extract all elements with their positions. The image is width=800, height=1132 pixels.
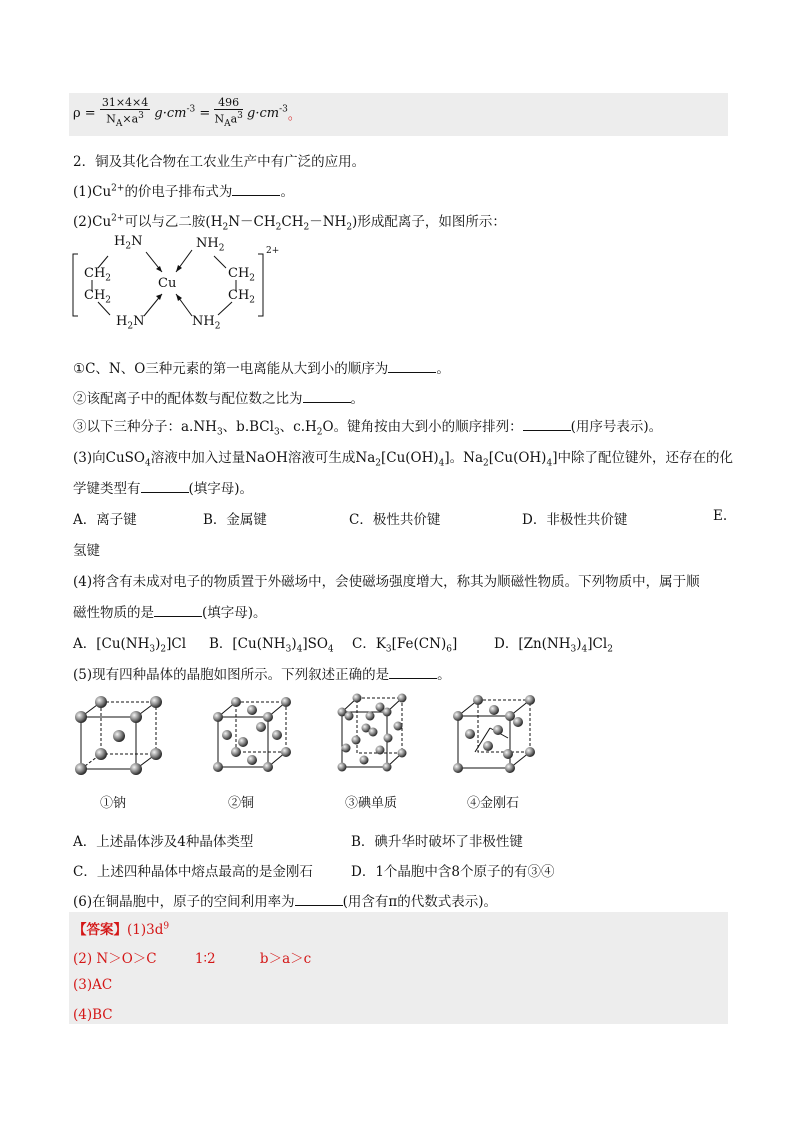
atom [473, 695, 483, 705]
density-formula: ρ = $\frac{31\times 4\times 4}{N_A\times a^3}$ $g\cdot cm^{-3}$ = $\frac{496}{N_Aa^3}$ $g\cdot cm^{-3}$。 [73, 96, 301, 129]
question-2-3-line-2: 学键类型有 (填字母)。 [73, 481, 254, 497]
ch2-label: $CH_2$ [228, 266, 256, 284]
copper-cell [213, 697, 291, 772]
atom [130, 763, 142, 775]
atom [238, 737, 248, 747]
copper-center: Cu [158, 276, 177, 291]
atom [95, 748, 107, 760]
option-d: D．$[Zn(NH_3)_4]Cl_2$ [494, 636, 613, 655]
sodium-cell [75, 696, 162, 775]
atom [113, 730, 125, 742]
atom [465, 729, 475, 739]
atom [369, 728, 378, 737]
option-d: D．1个晶胞中含8个原子的有③④ [351, 864, 555, 880]
question-2-2: $(2)Cu^{2+}$可以与乙二胺$(H_2N-CH_2CH_2-NH_2)$形成配离子，如图所示： [73, 213, 506, 233]
atom [281, 697, 291, 707]
subquestion-2: ②该配离子中的配体数与配位数之比为 。 [73, 391, 364, 407]
fraction-2: $\frac{496}{N_Aa^3}$ [214, 96, 243, 129]
atom [352, 736, 361, 745]
atom [256, 722, 266, 732]
atom [383, 763, 392, 772]
atom [75, 711, 87, 723]
complex-ion-svg [68, 232, 298, 336]
option-e: E. [713, 508, 728, 524]
left-bracket [73, 254, 78, 316]
subquestion-1: ①C、N、O三种元素的第一电离能从大到小的顺序为 。 [73, 361, 450, 377]
answer-blank [232, 195, 280, 196]
option-b: B．金属键 [203, 512, 267, 528]
question-2-title: 2．铜及其化合物在工农业生产中有广泛的应用。 [73, 154, 366, 170]
atom [247, 755, 257, 765]
atom [503, 749, 513, 759]
arrow-head [176, 265, 182, 272]
answer-blank [523, 430, 571, 431]
option-a: A．上述晶体涉及4种晶体类型 [73, 834, 254, 850]
arrow-head [156, 266, 162, 272]
atom [338, 763, 347, 772]
diamond-cell [453, 695, 535, 773]
option-a: A．离子键 [73, 512, 137, 528]
answer-blank [141, 492, 189, 493]
atom [489, 705, 499, 715]
bond-line [214, 256, 226, 268]
ligand-label: $H_2N$ [114, 234, 143, 252]
atom [231, 697, 241, 707]
atom [366, 712, 375, 721]
fraction-1: $\frac{31\times 4\times 4}{N_A\times a^3}$ [101, 96, 149, 129]
ligand-label: $NH_2$ [196, 236, 225, 254]
option-c: C．极性共价键 [349, 512, 441, 528]
subquestion-3: ③以下三种分子：$a.NH_3$、b.BCl$_3$、$c.H_2O$。键角按由大到小的顺序排列： (用序号表示)。 [73, 419, 663, 438]
caption-sodium: ①钠 [100, 796, 127, 811]
atom [150, 696, 162, 708]
atom [360, 756, 369, 765]
question-2-6: (6)在铜晶胞中，原子的空间利用率为 (用含有π的代数式表示)。 [73, 894, 498, 910]
atom [281, 747, 291, 757]
atom [213, 712, 223, 722]
crystal-cells-figure [70, 690, 570, 780]
atom [525, 695, 535, 705]
atom [493, 725, 503, 735]
question-2-1: $(1)Cu^{2+}$的价电子排布式为 。 [73, 183, 294, 200]
atom [353, 694, 362, 703]
atom [398, 749, 407, 758]
atom [95, 696, 107, 708]
atom [342, 744, 351, 753]
arrow-head [176, 294, 182, 301]
atom [213, 762, 223, 772]
answer-blank [303, 402, 351, 403]
caption-iodine: ③碘单质 [345, 796, 398, 811]
option-e-continued: 氢键 [73, 543, 100, 559]
atom [345, 712, 354, 721]
atom [453, 711, 463, 721]
option-a: A．$[Cu(NH_3)_2]Cl$ [73, 636, 187, 655]
atom [453, 763, 463, 773]
right-bracket [258, 254, 263, 316]
option-b: B．碘升华时破坏了非极性键 [351, 834, 523, 850]
answer-line-4: (4)BC [73, 1007, 113, 1023]
answer-blank [154, 616, 202, 617]
ch2-label: $CH_2$ [84, 266, 112, 284]
answer-blank [295, 905, 343, 906]
atom [231, 747, 241, 757]
answer-blank [388, 372, 436, 373]
answer-line-1: 【答案】$(1)3d^9$ [73, 921, 170, 938]
atom [394, 722, 403, 731]
atom [222, 730, 232, 740]
atom [130, 711, 142, 723]
option-d: D．非极性共价键 [522, 512, 628, 528]
question-2-5: (5)现有四种晶体的晶胞如图所示。下列叙述正确的是 。 [73, 667, 451, 683]
atom [376, 746, 385, 755]
answer-blank [389, 678, 437, 679]
ch2-label: $CH_2$ [228, 288, 256, 306]
ligand-label: $NH_2$ [192, 314, 221, 332]
arrow-head [156, 294, 162, 300]
charge-label: 2+ [266, 246, 280, 256]
question-2-3-line-1: (3)向CuSO$_4$溶液中加入过量NaOH溶液可生成$Na_2[Cu(OH)_4]$。$Na_2[Cu(OH)_4]$中除了配位键外，还存在的化 [73, 450, 733, 469]
atom [384, 734, 393, 743]
complex-ion-diagram [68, 232, 298, 336]
ligand-label: $H_2N$ [116, 314, 145, 332]
option-b: B．$[Cu(NH_3)_4]SO_4$ [209, 636, 334, 655]
iodine-cell [338, 694, 407, 772]
atom [483, 741, 493, 751]
atom [247, 705, 257, 715]
caption-diamond: ④金刚石 [467, 796, 520, 811]
atom [150, 748, 162, 760]
atom [505, 711, 515, 721]
atom [513, 717, 523, 727]
atom [263, 762, 273, 772]
atom [525, 747, 535, 757]
atom [376, 703, 385, 712]
atom [505, 763, 515, 773]
caption-copper: ②铜 [228, 796, 255, 811]
atom [75, 763, 87, 775]
option-c: C．上述四种晶体中熔点最高的是金刚石 [73, 864, 313, 880]
answer-line-3: (3)AC [73, 977, 113, 993]
option-c: C．$K_3[Fe(CN)_6]$ [352, 636, 458, 655]
atom [272, 730, 282, 740]
atom [398, 694, 407, 703]
question-2-4-line-1: (4)将含有未成对电子的物质置于外磁场中，会使磁场强度增大，称其为顺磁性物质。下列物质中，属于顺 [73, 574, 700, 590]
question-2-4-line-2: 磁性物质的是 (填字母)。 [73, 605, 267, 621]
answer-line-2: (2) N＞O＞C 1∶2 b＞a＞c [73, 951, 312, 967]
atom [263, 712, 273, 722]
ch2-label: $CH_2$ [84, 288, 112, 306]
